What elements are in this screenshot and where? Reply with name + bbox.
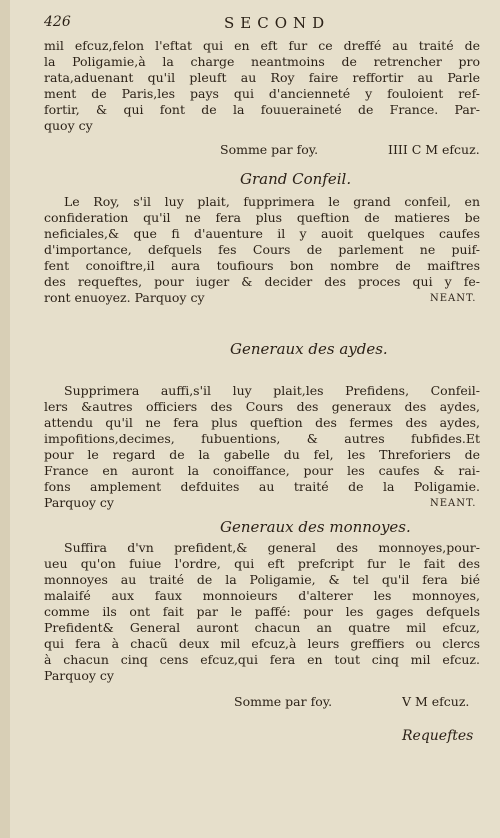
text-line: impofitions,decimes, fubuentions, & autres fubfides.Et	[44, 431, 480, 446]
text-line: ment de Paris,les pays qui d'ancienneté y fouloient ref-	[44, 86, 480, 101]
text-line: neficiales,& que fi d'auenture il y auoit quelques caufes	[44, 226, 480, 241]
text-line: rata,aduenant qu'il pleuft au Roy faire reffortir au Parle	[44, 70, 480, 85]
text-line: confideration qu'il ne fera plus queftion de matieres be	[44, 210, 480, 225]
text-line: Le Roy, s'il luy plait, fupprimera le grand confeil, en	[64, 194, 480, 209]
sum-value: V M efcuz.	[402, 694, 470, 709]
text-line: fortir, & qui font de la fouueraineté de France. Par-	[44, 102, 480, 117]
text-line: comme ils ont fait par le paffé: pour les gages defquels	[44, 604, 480, 619]
text-line: ront enuoyez. Parquoy cy	[44, 290, 205, 305]
text-line: des requeftes, pour iuger & decider des proces qui y fe-	[44, 274, 480, 289]
section-tag: NEANT.	[430, 498, 477, 509]
section-title: Generaux des aydes.	[230, 340, 388, 358]
text-line: fent conoiftre,il aura toufiours bon nombre de maiftres	[44, 258, 480, 273]
text-line: Parquoy cy	[44, 668, 114, 683]
text-line: quoy cy	[44, 118, 93, 133]
page-header	[44, 14, 470, 34]
text-line: d'importance, defquels fes Cours de parlement ne puif-	[44, 242, 480, 257]
text-line: la Poligamie,à la charge neantmoins de retrencher pro	[44, 54, 480, 69]
section-title: Grand Confeil.	[240, 170, 352, 188]
text-line: Supprimera auffi,s'il luy plait,les Prefidens, Confeil-	[64, 383, 480, 398]
text-line: Prefident& General auront chacun an quatre mil efcuz,	[44, 620, 480, 635]
text-line: ueu qu'on fuiue l'ordre, qui eft prefcript fur le fait des	[44, 556, 480, 571]
sum-value: IIII C M efcuz.	[388, 142, 480, 157]
sum-label: Somme par foy.	[234, 694, 333, 709]
catchword: Requeftes	[402, 728, 474, 744]
section-tag: NEANT.	[430, 293, 477, 304]
text-line: à chacun cinq cens efcuz,qui fera en tout cinq mil efcuz.	[44, 652, 480, 667]
text-line: qui fera à chacũ deux mil efcuz,à leurs greffiers ou clercs	[44, 636, 480, 651]
text-line: monnoyes au traité de la Poligamie, & tel qu'il fera bié	[44, 572, 480, 587]
text-line: fons amplement defduites au traité de la Poligamie.	[44, 479, 480, 494]
text-line: Suffira d'vn prefident,& general des monnoyes,pour-	[64, 540, 480, 555]
text-line: attendu qu'il ne fera plus queftion des fermes des aydes,	[44, 415, 480, 430]
text-line: pour le regard de la gabelle du fel, les Threforiers de	[44, 447, 480, 462]
text-line: mil efcuz,felon l'eftat qui en eft fur ce dreffé au traité de	[44, 38, 480, 53]
text-line: malaifé aux faux monnoieurs d'alterer les monnoyes,	[44, 588, 480, 603]
text-line: France en auront la conoiffance, pour les caufes & rai-	[44, 463, 480, 478]
text-line: Parquoy cy	[44, 495, 114, 510]
sum-label: Somme par foy.	[220, 142, 319, 157]
section-title: Generaux des monnoyes.	[220, 518, 411, 536]
text-line: lers &autres officiers des Cours des generaux des aydes,	[44, 399, 480, 414]
page-number: 426	[44, 14, 71, 30]
running-head: SECOND	[224, 14, 331, 32]
